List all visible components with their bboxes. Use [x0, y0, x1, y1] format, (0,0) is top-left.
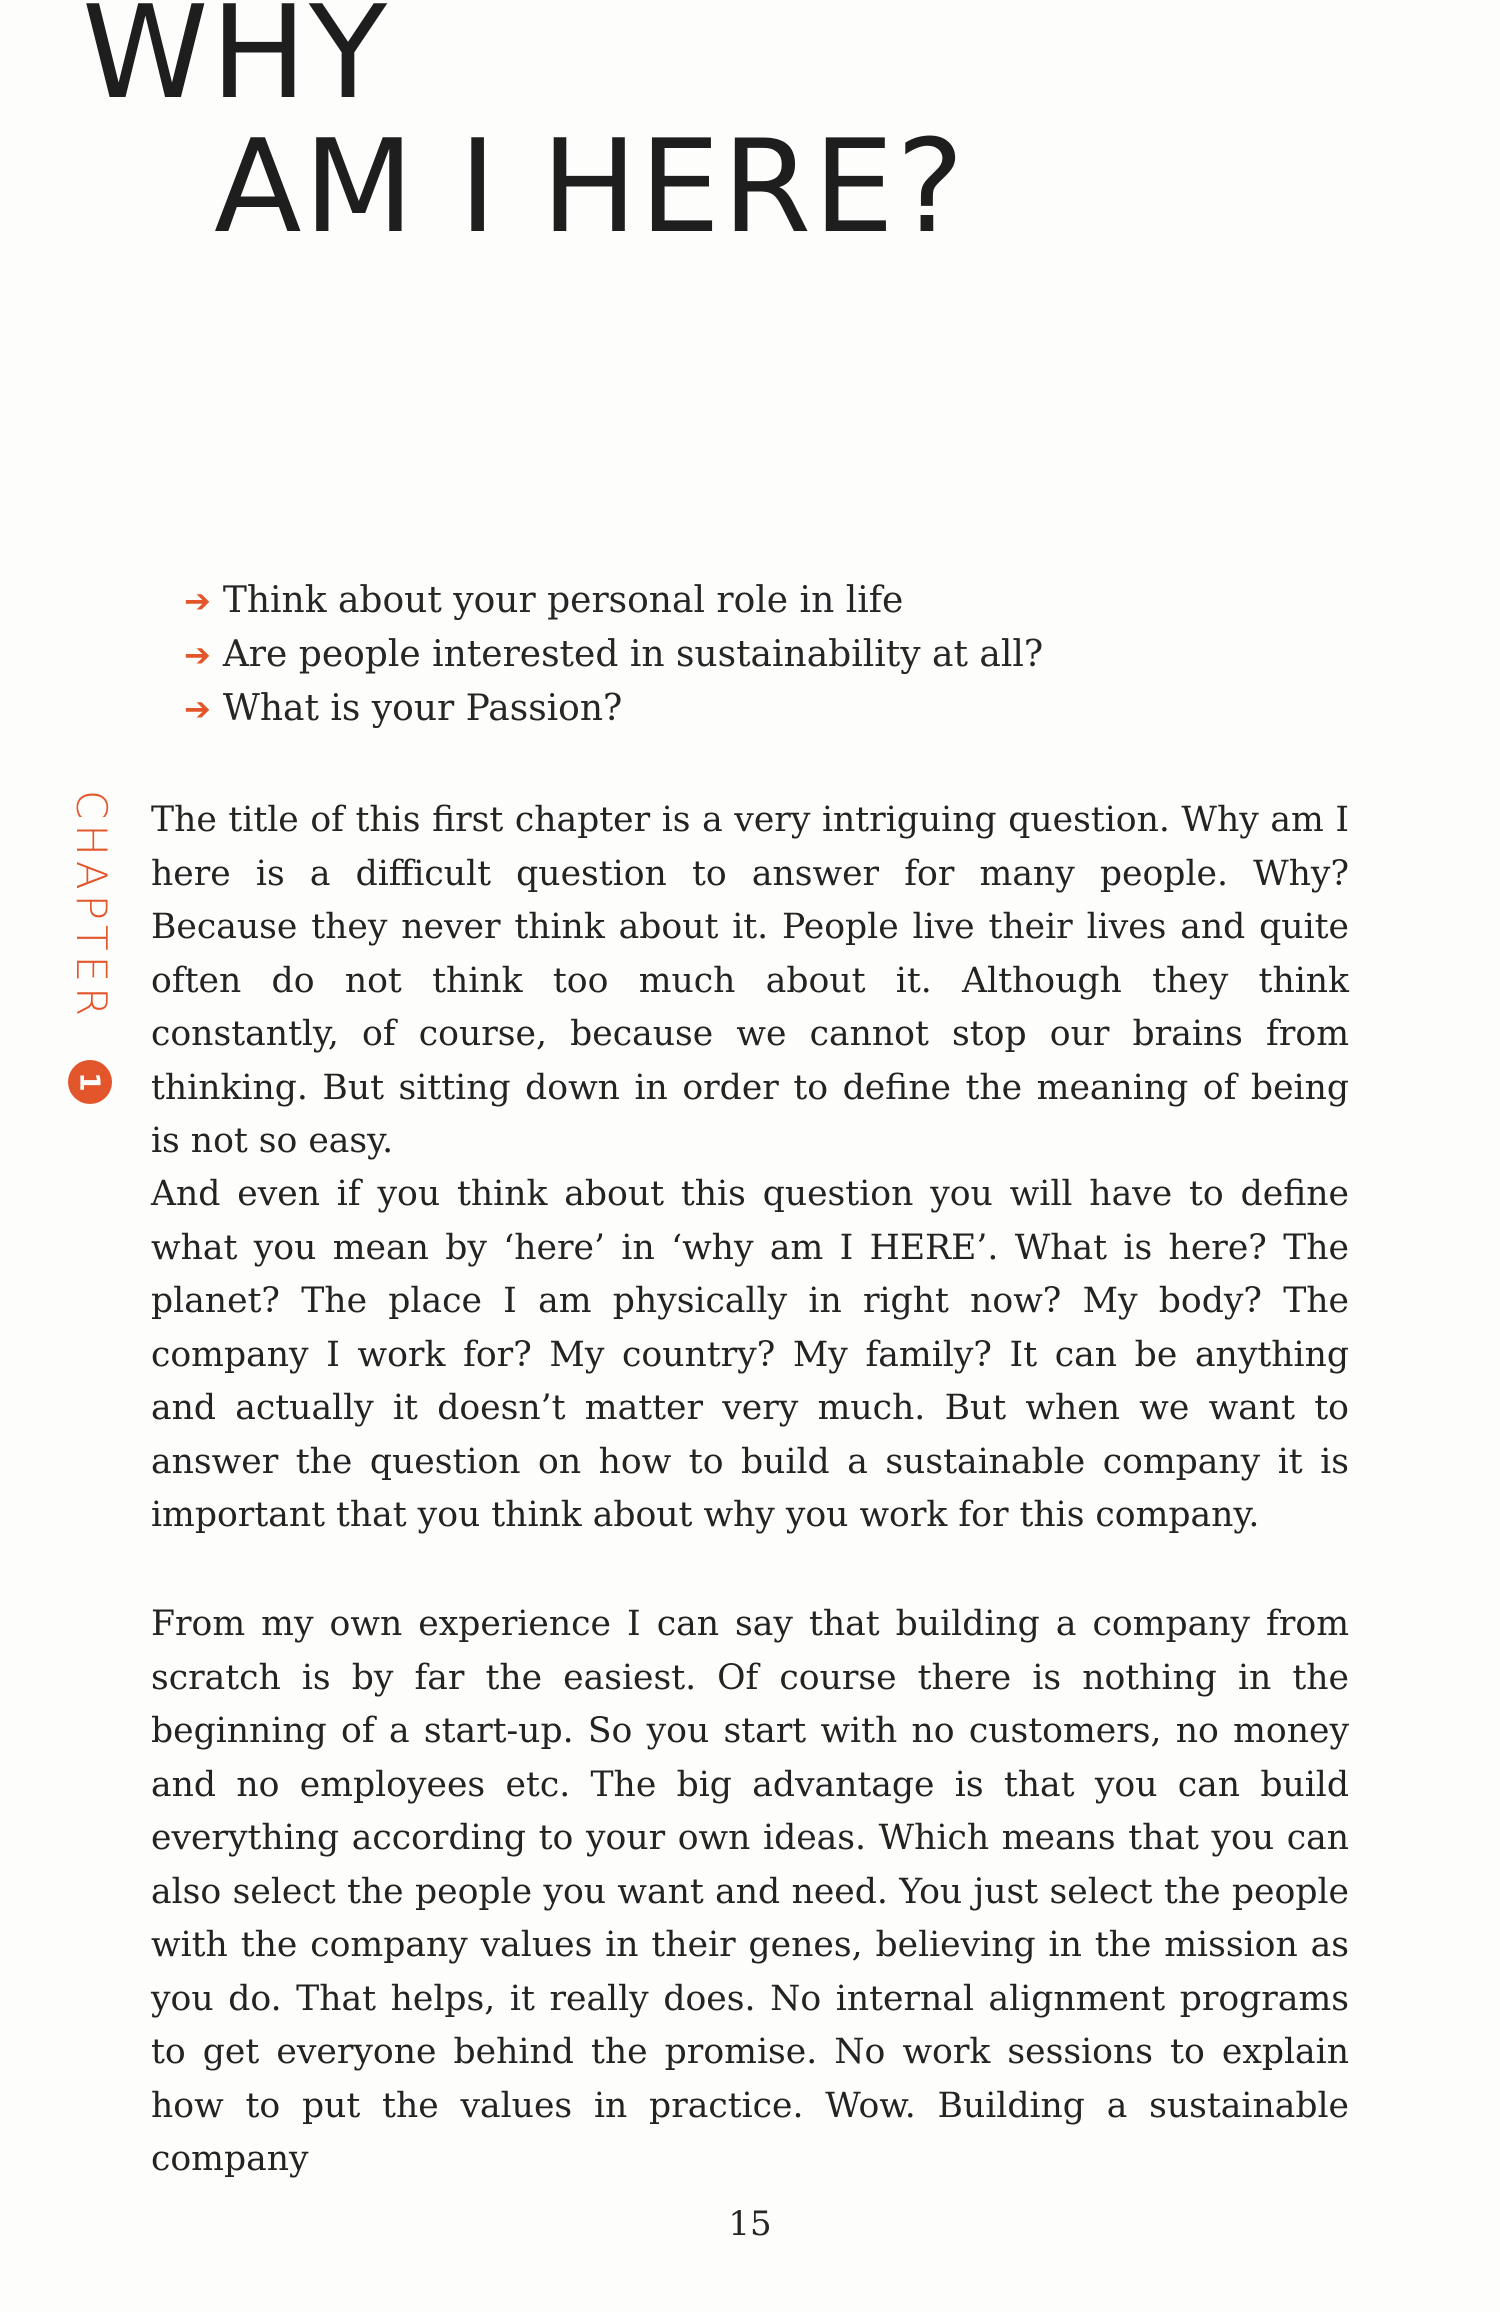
chapter-number: 1 [73, 1072, 107, 1092]
body-paragraph-2: And even if you think about this question you will have to define what you mean by ‘here’ in ‘why am I HERE’. What is here? The planet? The place I am physically in right now? My body? The company I work for? My country? My family? It can be anything and actually it doesn’t matter very much. But when we want to answer the question on how to build a sustainable company it is important that you think about why you work for this company. [151, 1174, 1349, 1535]
chapter-number-badge [68, 1060, 112, 1104]
chapter-label: CHAPTER [67, 790, 116, 1022]
chapter-summary-list [184, 574, 1043, 736]
summary-item-text: What is your Passion? [222, 688, 623, 729]
arrow-right-icon: ➔ [184, 690, 211, 728]
arrow-right-icon: ➔ [184, 582, 211, 620]
chapter-marker [64, 790, 124, 1120]
summary-item [184, 628, 1043, 682]
summary-item [184, 574, 1043, 628]
arrow-right-icon: ➔ [184, 636, 211, 674]
body-paragraph-3: From my own experience I can say that building a company from scratch is by far the easiest. Of course there is nothing in the beginning of a start-up. So you start with no customers, no money and no employees etc. The big advantage is that you can build everything according to your own ideas. Which means that you can also select the people you want and need. You just select the people with the company values in their genes, believing in the mission as you do. That helps, it really does. No internal alignment programs to get everyone behind the promise. No work sessions to explain how to put the values in practice. Wow. Building a sustainable company [151, 1604, 1349, 2179]
page-number: 15 [728, 2204, 772, 2244]
summary-item-text: Are people interested in sustainability at all? [222, 634, 1044, 675]
summary-item-text: Think about your personal role in life [222, 580, 904, 621]
body-paragraph-1: The title of this first chapter is a very intriguing question. Why am I here is a difficult question to answer for many people. Why? Because they never think about it. People live their lives and quite often do not think too much about it. Although they think constantly, of course, because we cannot stop our brains from thinking. But sitting down in order to define the meaning of being is not so easy. [151, 800, 1349, 1161]
summary-item [184, 682, 1043, 736]
chapter-title-line-1: WHY [82, 0, 389, 128]
chapter-title-line-2: AM I HERE? [214, 113, 966, 262]
